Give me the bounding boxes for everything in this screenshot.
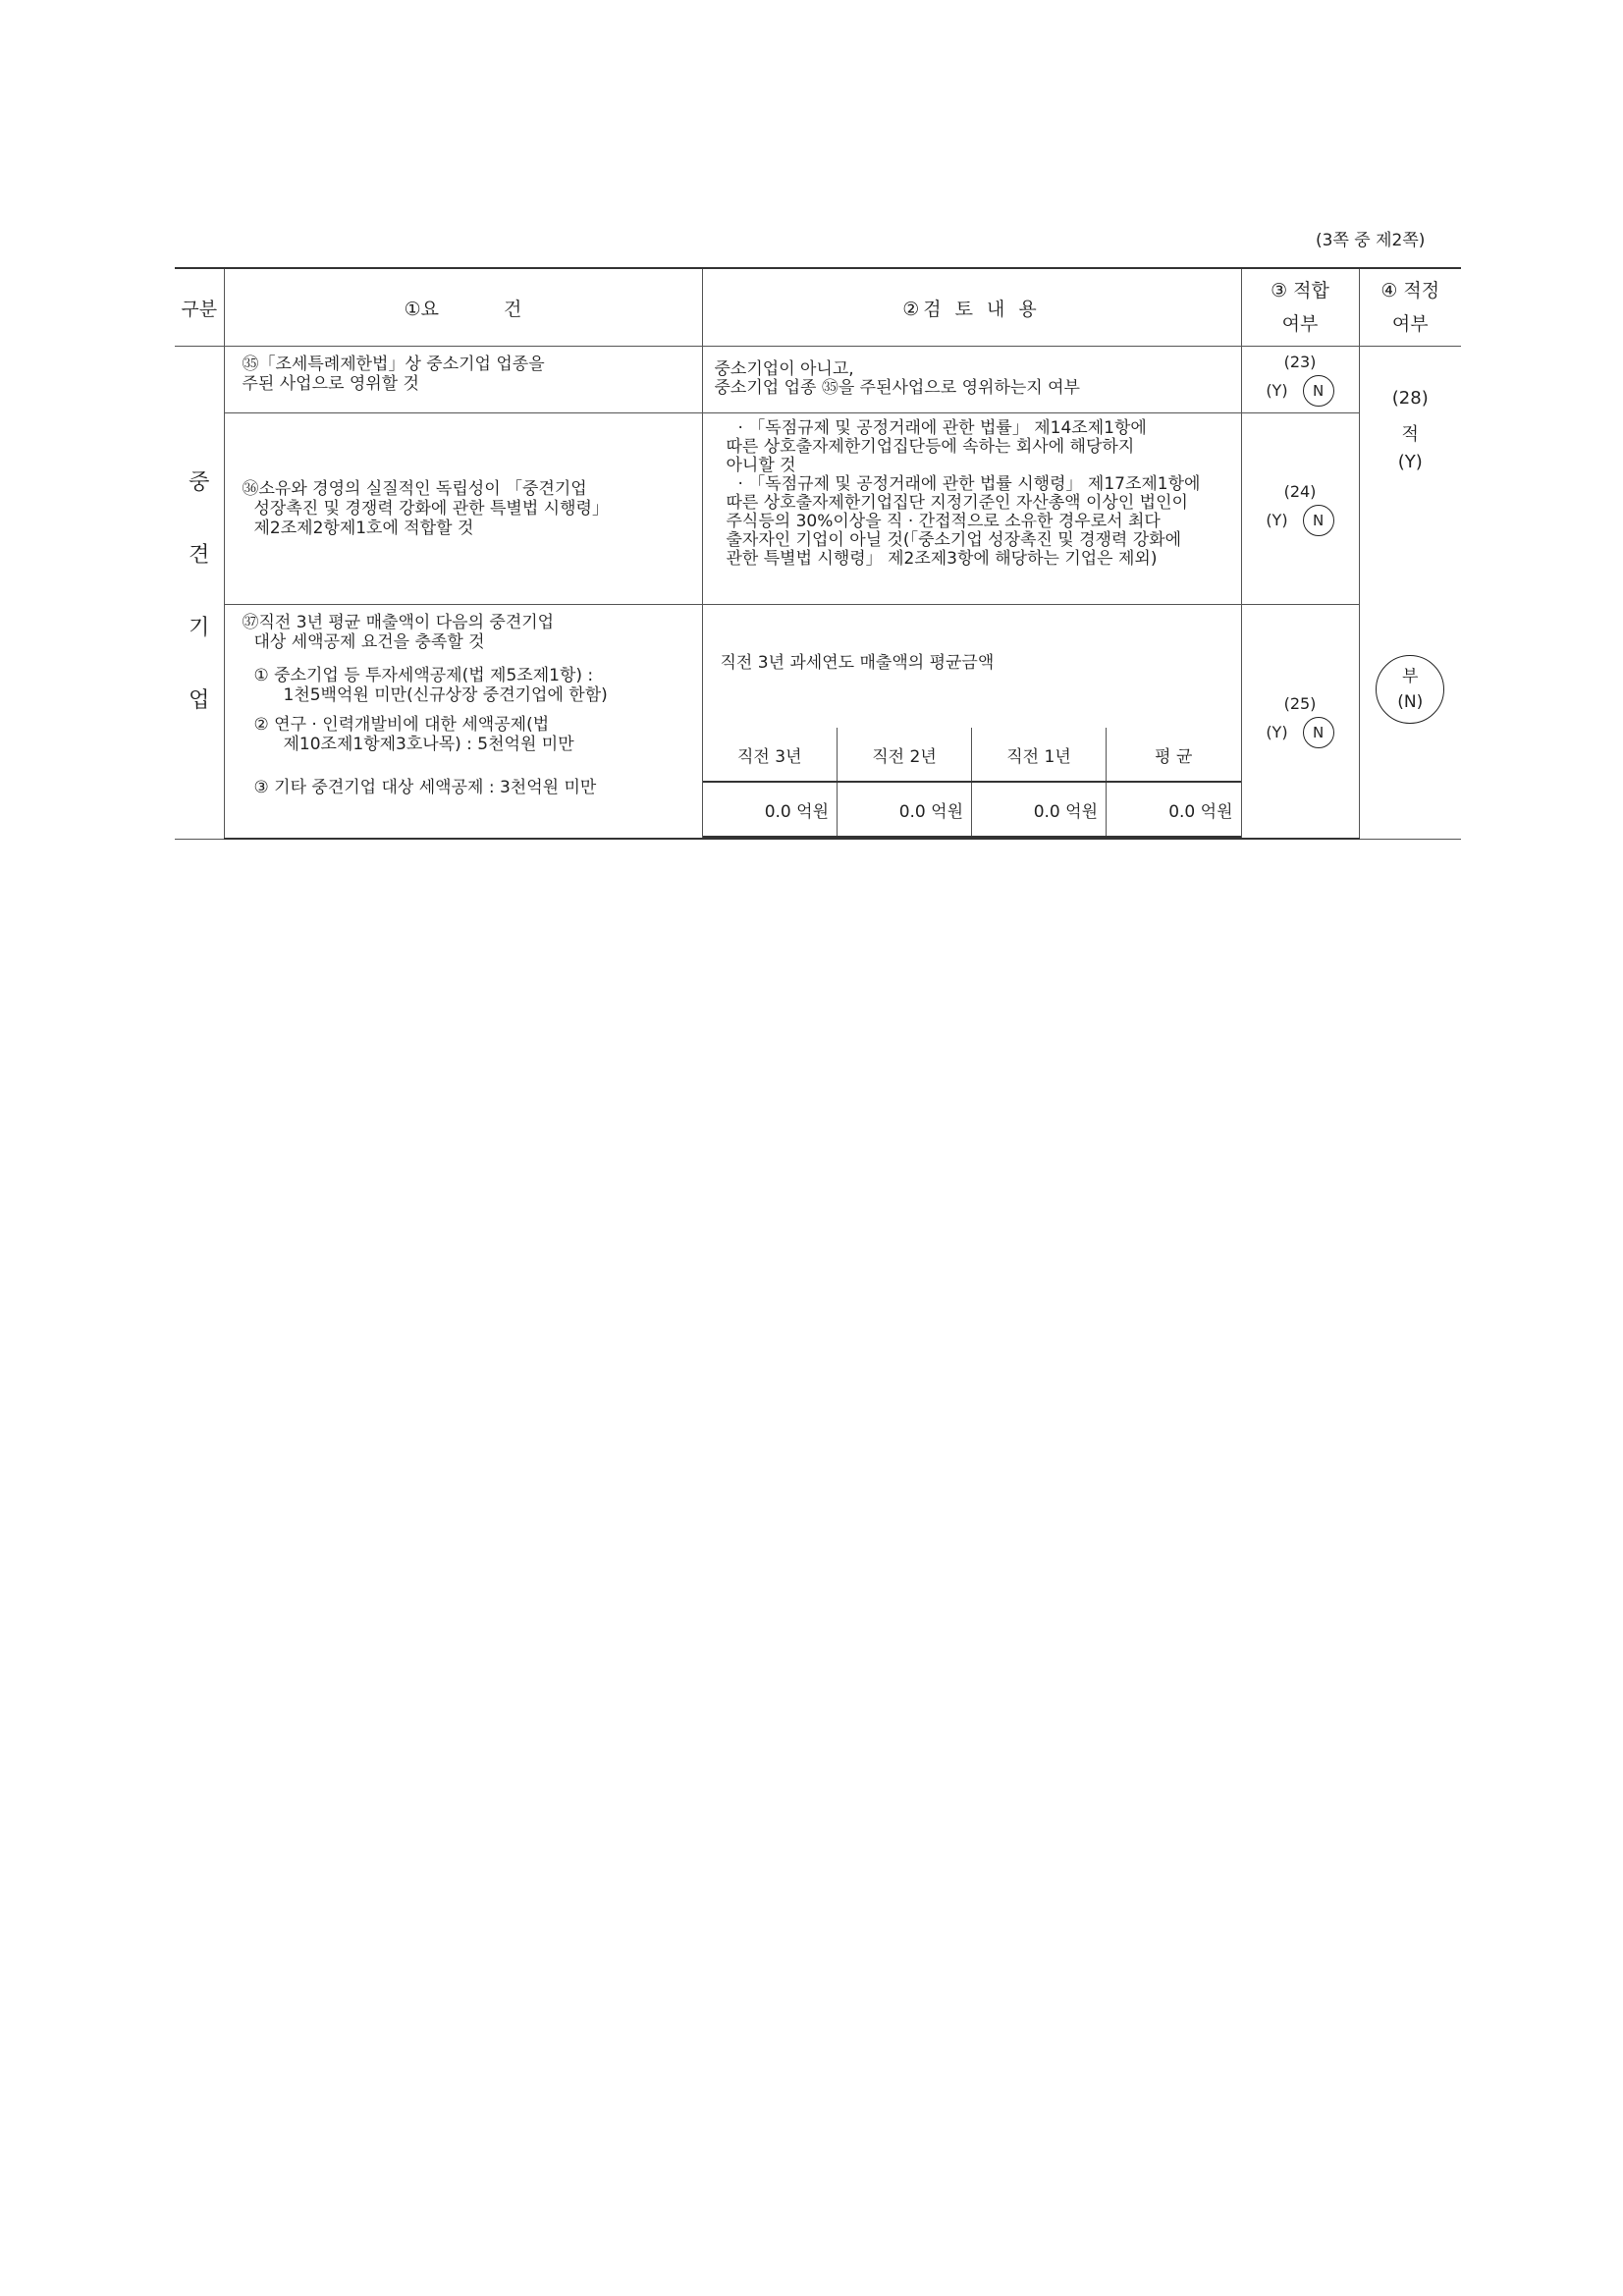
review-line: 따른 상호출자제한기업집단 지정기준인 자산총액 이상인 법인이 — [726, 493, 1188, 513]
review-line: 주식등의 30%이상을 직 · 간접적으로 소유한 경우로서 최다 — [726, 512, 1161, 531]
requirement-line: 주된 사업으로 영위할 것 — [242, 374, 419, 394]
requirement-header-text: ①요 건 — [404, 298, 522, 320]
sub-item-line: 제10조제1항제3호나목) : 5천억원 미만 — [283, 735, 574, 754]
revenue-col-header: 직전 1년 — [972, 728, 1107, 782]
revenue-col-header: 평 균 — [1107, 728, 1241, 782]
adequacy-no-label: 부 — [1402, 667, 1419, 686]
fit-yes: (Y) — [1266, 723, 1288, 741]
fit-header-line1: ③ 적합 — [1271, 280, 1329, 301]
fit-no-circled: N — [1303, 505, 1334, 536]
requirement-37 — [224, 605, 702, 840]
review-35 — [702, 347, 1241, 413]
header-adequacy — [1359, 268, 1461, 347]
sub-item-3 — [243, 778, 692, 797]
fit-yes: (Y) — [1266, 510, 1288, 529]
review-line: · 「독점규제 및 공정거래에 관한 법률」 제14조제1항에 — [737, 418, 1147, 438]
revenue-amount: 0.0 억원 — [838, 782, 972, 837]
fit-25 — [1241, 605, 1359, 840]
requirement-line: ㊱소유와 경영의 실질적인 독립성이 「중견기업 — [242, 479, 587, 499]
review-line: 중소기업 업종 ㉟을 주된사업으로 영위하는지 여부 — [714, 378, 1080, 398]
category-char: 견 — [189, 543, 210, 569]
review-37 — [702, 605, 1241, 840]
adequacy-header-line2: 여부 — [1391, 313, 1429, 335]
requirement-line: 제2조제2항제1호에 적합할 것 — [253, 519, 474, 538]
requirement-line: ㉟「조세특례제한법」상 중소기업 업종을 — [242, 355, 545, 374]
revenue-table — [703, 728, 1241, 838]
review-36 — [702, 413, 1241, 605]
fit-number: (24) — [1283, 481, 1317, 501]
revenue-col-header: 직전 3년 — [703, 728, 838, 782]
sub-item-2 — [243, 715, 692, 754]
header-fit — [1241, 268, 1359, 347]
page-counter: (3쪽 중 제2쪽) — [1316, 231, 1426, 250]
review-line: 중소기업이 아니고, — [714, 359, 854, 379]
adequacy-no: (N) — [1397, 692, 1424, 712]
adequacy-label: 적 — [1401, 424, 1419, 445]
review-line: 관한 특별법 시행령」 제2조제3항에 해당하는 기업은 제외) — [726, 549, 1158, 569]
fit-no-circled: N — [1303, 375, 1334, 407]
requirement-line: 성장촉진 및 경쟁력 강화에 관한 특별법 시행령」 — [253, 499, 609, 519]
fit-number: (25) — [1283, 694, 1317, 713]
revenue-amount: 0.0 억원 — [703, 782, 838, 837]
requirement-36 — [224, 413, 702, 605]
requirement-line: 대상 세액공제 요건을 충족할 것 — [253, 632, 485, 652]
sub-item-line: ③ 기타 중견기업 대상 세액공제 : 3천억원 미만 — [253, 778, 597, 797]
review-line: · 「독점규제 및 공정거래에 관한 법률 시행령」 제17조제1항에 — [737, 474, 1201, 494]
category-char: 기 — [189, 616, 210, 641]
fit-24 — [1241, 413, 1359, 605]
adequacy-yes: (Y) — [1397, 452, 1423, 472]
fit-yes: (Y) — [1266, 381, 1288, 400]
revenue-col-header: 직전 2년 — [838, 728, 972, 782]
sub-item-line: ② 연구 · 인력개발비에 대한 세액공제(법 — [253, 715, 550, 735]
revenue-amount: 0.0 억원 — [972, 782, 1107, 837]
header-requirement — [224, 268, 702, 347]
category-label — [175, 347, 224, 840]
adequacy-no-circled — [1376, 655, 1444, 724]
sub-item-1 — [243, 666, 692, 705]
fit-no-circled: N — [1303, 717, 1334, 748]
mid-sized-enterprise-table — [175, 267, 1461, 840]
sub-item-line: ① 중소기업 등 투자세액공제(법 제5조제1항) : — [253, 666, 594, 685]
revenue-amount: 0.0 억원 — [1107, 782, 1241, 837]
category-char: 업 — [189, 688, 210, 714]
header-review — [702, 268, 1241, 347]
review-header-text: ②검 토 내 용 — [902, 298, 1041, 320]
review-line: 아니할 것 — [726, 456, 796, 475]
review-title: 직전 3년 과세연도 매출액의 평균금액 — [720, 653, 995, 673]
requirement-35 — [224, 347, 702, 413]
category-char: 중 — [189, 470, 210, 496]
adequacy-number: (28) — [1391, 388, 1429, 409]
adequacy-28 — [1359, 347, 1461, 840]
adequacy-header-line1: ④ 적정 — [1380, 280, 1440, 301]
fit-number: (23) — [1283, 353, 1317, 371]
fit-header-line2: 여부 — [1281, 313, 1319, 335]
review-line: 출자자인 기업이 아닐 것(「중소기업 성장촉진 및 경쟁력 강화에 — [726, 530, 1182, 550]
review-line: 따른 상호출자제한기업집단등에 속하는 회사에 해당하지 — [726, 437, 1135, 457]
fit-23 — [1241, 347, 1359, 413]
sub-item-line: 1천5백억원 미만(신규상장 중견기업에 한함) — [283, 685, 608, 705]
requirement-line: ㊲직전 3년 평균 매출액이 다음의 중견기업 — [242, 613, 555, 632]
header-category: 구분 — [175, 268, 224, 347]
